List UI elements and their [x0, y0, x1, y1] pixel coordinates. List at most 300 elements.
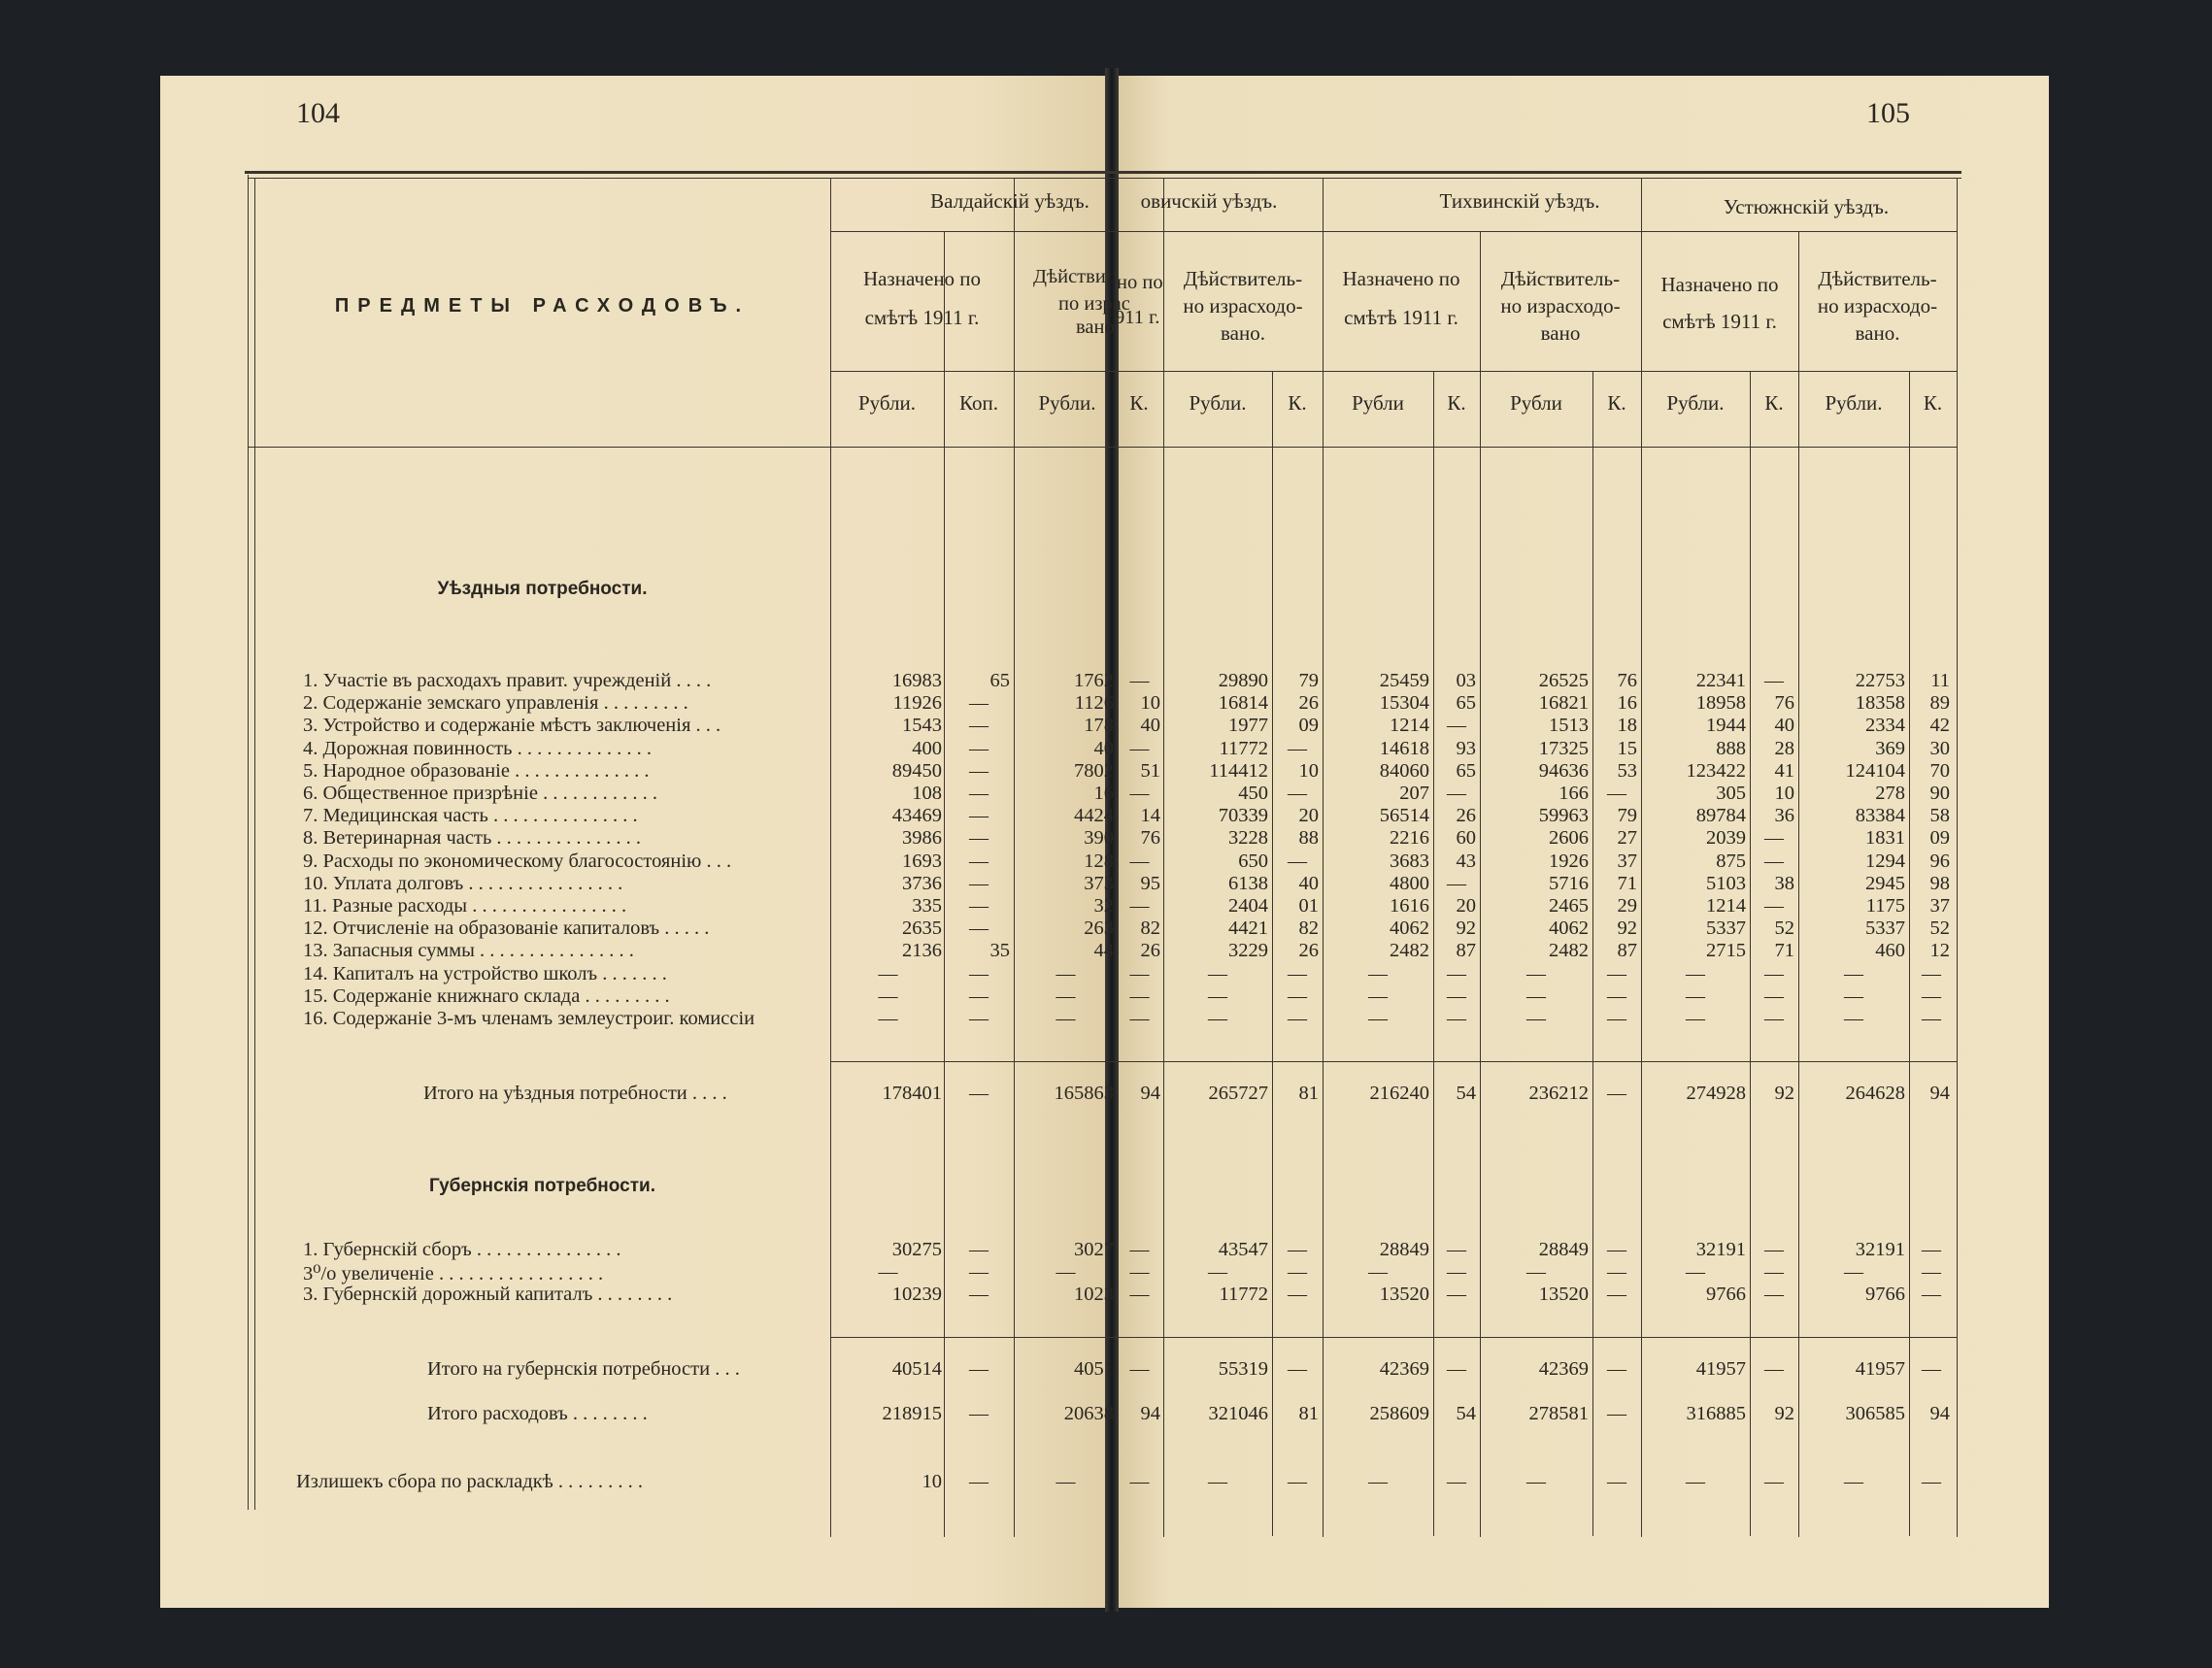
- uezd-header-ustyuzhna: Устюжнскій уѣздъ.: [1723, 195, 1890, 218]
- cell-col-6: 15304: [1379, 692, 1429, 715]
- cell-col-9: 92: [1617, 917, 1637, 940]
- sub-naz2-ustyuzhna: смѣтѣ 1911 г.: [1662, 310, 1777, 333]
- cell-col-11: —: [1764, 850, 1784, 872]
- cell-col-5: 26: [1298, 940, 1319, 962]
- cell-col-9: 37: [1617, 850, 1637, 872]
- cell-col-7: 65: [1456, 692, 1476, 715]
- cell-col-11: 76: [1774, 692, 1794, 715]
- cell-col-12: —: [1844, 1471, 1863, 1492]
- sub-naz1-tikhvin: Назначено по: [1342, 267, 1460, 290]
- cell-col-3: —: [1129, 850, 1150, 872]
- item-label: 2. Содержаніе земскаго управленія . . . . . . . . .: [303, 692, 688, 715]
- cell-col-13: —: [1922, 1471, 1941, 1492]
- cell-col-10: —: [1686, 1261, 1705, 1283]
- cell-col-1: 35: [989, 940, 1010, 962]
- cell-col-12: —: [1844, 1008, 1863, 1029]
- sub-dv-b: по израс: [1058, 293, 1130, 315]
- cell-col-8: 5716: [1549, 872, 1589, 894]
- cell-col-1: —: [969, 1471, 989, 1492]
- cell-col-6: 2482: [1390, 940, 1429, 962]
- cell-col-5: 81: [1298, 1403, 1319, 1424]
- cell-col-6: 4800: [1390, 872, 1429, 894]
- cell-col-8: 1513: [1549, 715, 1589, 737]
- page-number-right: 105: [1866, 97, 1910, 129]
- cell-col-6: 1214: [1390, 715, 1429, 737]
- cell-col-3: 94: [1140, 1403, 1160, 1424]
- cell-col-4: 2404: [1228, 895, 1268, 917]
- cell-col-10: —: [1686, 984, 1705, 1007]
- cell-col-5: —: [1288, 1008, 1307, 1029]
- cell-col-4: —: [1208, 1261, 1227, 1283]
- cell-col-7: 54: [1456, 1083, 1476, 1104]
- unit-rub-7: Рубли.: [1825, 391, 1883, 415]
- cell-col-9: —: [1607, 984, 1626, 1007]
- cell-col-0: 218915: [882, 1403, 942, 1424]
- total-all-label: Итого расходовъ . . . . . . . .: [427, 1403, 648, 1424]
- cell-col-0: 2635: [902, 917, 942, 940]
- cell-col-2: 3027: [1074, 1239, 1114, 1260]
- sub-dv1-tikhvin: Дѣйствитель-: [1500, 267, 1621, 290]
- cell-col-11: —: [1764, 670, 1784, 691]
- cell-col-13: 90: [1929, 783, 1950, 804]
- cell-col-2: 178: [1084, 715, 1114, 737]
- cell-col-1: —: [969, 1083, 989, 1104]
- cell-col-11: —: [1764, 1239, 1784, 1260]
- unit-rub-6: Рубли.: [1666, 391, 1725, 415]
- cell-col-4: 11772: [1219, 1284, 1268, 1305]
- unit-rub-5: Рубли: [1510, 391, 1562, 415]
- cell-col-3: 82: [1140, 917, 1160, 940]
- cell-col-0: 11926: [892, 692, 942, 715]
- cell-col-7: —: [1447, 1358, 1466, 1380]
- cell-col-12: 1831: [1865, 827, 1905, 850]
- cell-col-1: —: [969, 1284, 989, 1305]
- cell-col-6: —: [1368, 962, 1388, 984]
- cell-col-11: 40: [1774, 715, 1794, 737]
- cell-col-13: —: [1922, 1261, 1941, 1283]
- cell-col-2: —: [1056, 984, 1076, 1007]
- cell-col-8: 28849: [1538, 1239, 1589, 1260]
- cell-col-9: —: [1607, 1471, 1626, 1492]
- col-line-left-2: [254, 178, 255, 1510]
- cell-col-13: 37: [1929, 895, 1950, 917]
- cell-col-1: —: [969, 895, 989, 917]
- cell-col-13: 52: [1929, 917, 1950, 940]
- cell-col-1: —: [969, 984, 989, 1007]
- cell-col-11: 36: [1774, 805, 1794, 827]
- cell-col-0: 43469: [891, 805, 942, 827]
- cell-col-6: 1616: [1390, 895, 1429, 917]
- cell-col-12: 460: [1875, 940, 1905, 962]
- cell-col-6: 28849: [1379, 1239, 1429, 1260]
- cell-col-10: 123422: [1686, 759, 1746, 782]
- table-top-rule-2: [248, 178, 1961, 179]
- cell-col-13: —: [1922, 1284, 1941, 1305]
- unit-rub-2: Рубли.: [1038, 391, 1096, 415]
- cell-col-0: 40514: [891, 1358, 942, 1380]
- cell-col-4: 650: [1238, 850, 1268, 872]
- item-label: 5. Народное образованіе . . . . . . . . . . . . . .: [303, 759, 650, 782]
- cell-col-6: —: [1368, 1008, 1388, 1029]
- cell-col-6: 84060: [1379, 759, 1429, 782]
- cell-col-10: 32191: [1695, 1239, 1746, 1260]
- cell-col-3: —: [1129, 1239, 1150, 1260]
- cell-col-13: 11: [1930, 670, 1950, 691]
- cell-col-4: 265727: [1208, 1083, 1268, 1104]
- cell-col-1: —: [969, 715, 989, 737]
- cell-col-8: 42369: [1538, 1358, 1589, 1380]
- cell-col-0: 3986: [902, 827, 942, 850]
- cell-col-8: —: [1526, 1261, 1546, 1283]
- cell-col-2: 20638: [1063, 1403, 1114, 1424]
- cell-col-0: —: [878, 1008, 898, 1029]
- cell-col-12: 369: [1875, 737, 1905, 759]
- cell-col-10: 305: [1716, 783, 1746, 804]
- unit-k-7: К.: [1923, 391, 1943, 415]
- cell-col-3: 51: [1140, 759, 1160, 782]
- cell-col-10: 875: [1716, 850, 1746, 872]
- section-gub-heading: Губернскія потребности.: [429, 1176, 655, 1196]
- cell-col-11: —: [1764, 1261, 1784, 1283]
- cell-col-8: 166: [1558, 783, 1589, 804]
- cell-col-6: —: [1368, 1471, 1388, 1492]
- cell-col-12: 22753: [1855, 670, 1905, 691]
- sub-naz1-ustyuzhna: Назначено по: [1660, 273, 1779, 296]
- cell-col-5: —: [1288, 984, 1307, 1007]
- cell-col-7: 87: [1456, 940, 1476, 962]
- cell-col-10: 1214: [1706, 895, 1746, 917]
- item-label: 9. Расходы по экономическому благосостоянію . . .: [303, 850, 732, 872]
- surplus-label: Излишекъ сбора по раскладкѣ . . . . . . . . .: [296, 1471, 644, 1492]
- cell-col-8: —: [1526, 962, 1546, 984]
- cell-col-3: 76: [1140, 827, 1160, 850]
- cell-col-3: —: [1129, 737, 1150, 759]
- cell-col-5: 40: [1298, 872, 1319, 894]
- cell-col-4: —: [1208, 1471, 1227, 1492]
- cell-col-13: —: [1922, 1008, 1941, 1029]
- cell-col-10: —: [1686, 1008, 1705, 1029]
- cell-col-8: 2606: [1549, 827, 1589, 850]
- cell-col-2: 4424: [1074, 805, 1114, 827]
- table-top-rule: [245, 171, 1961, 174]
- cell-col-10: —: [1686, 962, 1705, 984]
- unit-rub-4: Рубли: [1352, 391, 1404, 415]
- cell-col-1: —: [969, 1239, 989, 1260]
- cell-col-4: —: [1208, 962, 1227, 984]
- cell-col-7: 54: [1456, 1403, 1476, 1424]
- cell-col-6: 3683: [1390, 850, 1429, 872]
- cell-col-13: 89: [1929, 692, 1950, 715]
- cell-col-3: 94: [1140, 1083, 1160, 1104]
- cell-col-0: —: [878, 1261, 898, 1283]
- item-label: 11. Разные расходы . . . . . . . . . . . . . . . .: [303, 895, 627, 917]
- item-label: 16. Содержаніе 3-мъ членамъ землеустроиг. комиссіи: [303, 1008, 755, 1029]
- cell-col-4: 55319: [1218, 1358, 1268, 1380]
- cell-col-6: —: [1368, 1261, 1388, 1283]
- sub-dv2-borovichi: но израсходо-: [1183, 294, 1303, 317]
- cell-col-10: —: [1686, 1471, 1705, 1492]
- cell-col-10: 1944: [1706, 715, 1746, 737]
- cell-col-6: 207: [1399, 783, 1429, 804]
- uezd-header-tikhvin: Тихвинскій уѣздъ.: [1439, 189, 1600, 213]
- col-line-right: [1957, 178, 1958, 1537]
- cell-col-5: —: [1288, 1284, 1307, 1305]
- col-line-12: [1798, 231, 1799, 1537]
- cell-col-8: 2482: [1549, 940, 1589, 962]
- cell-col-10: 274928: [1686, 1083, 1746, 1104]
- cell-col-1: —: [969, 872, 989, 894]
- cell-col-3: 14: [1140, 805, 1160, 827]
- cell-col-3: —: [1129, 1261, 1150, 1283]
- cell-col-7: 43: [1456, 850, 1476, 872]
- cell-col-2: 390: [1084, 827, 1114, 850]
- sub-dv-d: но по: [1117, 272, 1163, 293]
- cell-col-3: —: [1129, 895, 1150, 917]
- sub-dv3-ustyuzhna: вано.: [1855, 321, 1900, 345]
- unit-rub-3: Рубли.: [1189, 391, 1247, 415]
- unit-k-5: К.: [1607, 391, 1626, 415]
- cell-col-6: 56514: [1379, 805, 1429, 827]
- cell-col-3: —: [1129, 1284, 1150, 1305]
- header-rule-units: [830, 371, 1957, 372]
- cell-col-0: 1543: [902, 715, 942, 737]
- cell-col-0: 16983: [891, 670, 942, 691]
- cell-col-4: 450: [1238, 783, 1268, 804]
- cell-col-0: 10239: [891, 1284, 942, 1305]
- item-label: 12. Отчисленіе на образованіе капиталовъ . . . . .: [303, 917, 710, 940]
- col-line-1: [830, 178, 831, 1537]
- cell-col-10: 18958: [1695, 692, 1746, 715]
- cell-col-5: 26: [1298, 692, 1319, 715]
- cell-col-11: —: [1764, 1008, 1784, 1029]
- cell-col-11: —: [1764, 1358, 1784, 1380]
- cell-col-1: —: [969, 783, 989, 804]
- cell-col-3: —: [1129, 1471, 1150, 1492]
- cell-col-9: —: [1607, 1284, 1626, 1305]
- cell-col-4: 3228: [1228, 827, 1268, 850]
- cell-col-5: —: [1288, 850, 1307, 872]
- cell-col-13: 98: [1929, 872, 1950, 894]
- cell-col-13: 70: [1929, 759, 1950, 782]
- sub-dv2-tikhvin: но израсходо-: [1500, 294, 1621, 317]
- cell-col-0: 30275: [891, 1239, 942, 1260]
- cell-col-2: —: [1056, 1261, 1076, 1283]
- cell-col-5: 88: [1298, 827, 1319, 850]
- cell-col-1: 65: [989, 670, 1010, 691]
- cell-col-11: 52: [1774, 917, 1794, 940]
- cell-col-9: 29: [1617, 895, 1637, 917]
- cell-col-9: 79: [1617, 805, 1637, 827]
- cell-col-13: —: [1922, 984, 1941, 1007]
- cell-col-5: 01: [1298, 895, 1319, 917]
- cell-col-8: 13520: [1538, 1284, 1589, 1305]
- total-uezd-label: Итого на уѣздныя потребности . . . .: [423, 1083, 727, 1104]
- cell-col-6: 14618: [1379, 737, 1429, 759]
- cell-col-9: 27: [1617, 827, 1637, 850]
- cell-col-12: —: [1844, 1261, 1863, 1283]
- cell-col-4: 11772: [1219, 737, 1268, 759]
- item-label: 4. Дорожная повинность . . . . . . . . . . . . . .: [303, 737, 652, 759]
- section-uezd-heading: Уѣздныя потребности.: [437, 579, 648, 599]
- column-header-items: ПРЕДМЕТЫ РАСХОДОВЪ.: [334, 295, 751, 317]
- cell-col-8: 1926: [1549, 850, 1589, 872]
- cell-col-9: —: [1607, 1261, 1626, 1283]
- uezd-header-valdai: Валдайскій уѣздъ.: [930, 189, 1089, 213]
- cell-col-10: 316885: [1686, 1403, 1746, 1424]
- cell-col-12: 1175: [1865, 895, 1905, 917]
- cell-col-9: 76: [1617, 670, 1637, 691]
- unit-k-6: К.: [1764, 391, 1784, 415]
- cell-col-9: 87: [1617, 940, 1637, 962]
- cell-col-2: 373: [1084, 872, 1114, 894]
- cell-col-11: —: [1764, 962, 1784, 984]
- cell-col-0: 335: [912, 895, 942, 917]
- sub-naz-2: смѣтѣ 1911 г.: [864, 306, 980, 329]
- cell-col-9: —: [1607, 1083, 1626, 1104]
- cell-col-12: 1294: [1865, 850, 1905, 872]
- cell-col-0: 108: [912, 783, 942, 804]
- cell-col-13: 94: [1929, 1403, 1950, 1424]
- cell-col-11: —: [1764, 895, 1784, 917]
- header-bottom-rule: [248, 447, 1957, 448]
- cell-col-7: —: [1447, 1284, 1466, 1305]
- cell-col-11: —: [1764, 1284, 1784, 1305]
- cell-col-10: 22341: [1695, 670, 1746, 691]
- cell-col-9: 15: [1617, 737, 1637, 759]
- cell-col-7: 65: [1456, 759, 1476, 782]
- cell-col-12: —: [1844, 984, 1863, 1007]
- item-label: 8. Ветеринарная часть . . . . . . . . . . . . . . .: [303, 827, 642, 850]
- cell-col-2: 16: [1093, 783, 1114, 804]
- cell-col-4: 4421: [1228, 917, 1268, 940]
- cell-col-4: 3229: [1228, 940, 1268, 962]
- cell-col-2: 44: [1093, 940, 1114, 962]
- cell-col-3: —: [1129, 962, 1150, 984]
- cell-col-7: —: [1447, 872, 1466, 894]
- cell-col-13: 96: [1929, 850, 1950, 872]
- cell-col-8: 278581: [1528, 1403, 1589, 1424]
- col-line-6: [1323, 178, 1324, 1537]
- cell-col-4: —: [1208, 1008, 1227, 1029]
- cell-col-1: —: [969, 737, 989, 759]
- cell-col-3: —: [1129, 670, 1150, 691]
- cell-col-11: 71: [1774, 940, 1794, 962]
- cell-col-7: —: [1447, 1239, 1466, 1260]
- cell-col-12: 278: [1875, 783, 1905, 804]
- uezd-header-borovichi: овичскій уѣздъ.: [1140, 189, 1278, 213]
- item-label: 6. Общественное призрѣніе . . . . . . . . . . . .: [303, 783, 657, 804]
- cell-col-2: 165863: [1054, 1083, 1114, 1104]
- cell-col-11: —: [1764, 1471, 1784, 1492]
- cell-col-12: 32191: [1855, 1239, 1905, 1260]
- header-rule-uezd: [830, 231, 1957, 232]
- cell-col-0: 400: [912, 737, 942, 759]
- cell-col-3: 95: [1140, 872, 1160, 894]
- cell-col-1: —: [969, 805, 989, 827]
- cell-col-5: —: [1288, 1471, 1307, 1492]
- unit-k-4: К.: [1447, 391, 1466, 415]
- cell-col-1: —: [969, 759, 989, 782]
- cell-col-5: 82: [1298, 917, 1319, 940]
- cell-col-10: 89784: [1695, 805, 1746, 827]
- cell-col-7: —: [1447, 1008, 1466, 1029]
- cell-col-5: 81: [1298, 1083, 1319, 1104]
- col-line-3: [1014, 178, 1015, 1537]
- cell-col-5: —: [1288, 1358, 1307, 1380]
- cell-col-4: 321046: [1208, 1403, 1268, 1424]
- cell-col-12: —: [1844, 962, 1863, 984]
- cell-col-8: 2465: [1549, 895, 1589, 917]
- cell-col-8: 59963: [1538, 805, 1589, 827]
- cell-col-9: —: [1607, 1403, 1626, 1424]
- item-label: 15. Содержаніе книжнаго склада . . . . . . . . .: [303, 984, 670, 1007]
- cell-col-1: —: [969, 850, 989, 872]
- cell-col-13: —: [1922, 962, 1941, 984]
- unit-kop-1: Коп.: [959, 391, 998, 415]
- rule-before-total-gub: [830, 1337, 1957, 1338]
- cell-col-13: 94: [1929, 1083, 1950, 1104]
- cell-col-2: 4051: [1074, 1358, 1114, 1380]
- sub-naz-1: Назначено по: [862, 267, 982, 290]
- cell-col-3: —: [1129, 1358, 1150, 1380]
- cell-col-2: —: [1056, 1008, 1076, 1029]
- cell-col-7: —: [1447, 783, 1466, 804]
- cell-col-11: —: [1764, 827, 1784, 850]
- item-label: 10. Уплата долговъ . . . . . . . . . . . . . . . .: [303, 872, 623, 894]
- cell-col-2: 263: [1084, 917, 1114, 940]
- cell-col-0: 10: [922, 1471, 942, 1492]
- cell-col-12: 264628: [1845, 1083, 1905, 1104]
- cell-col-8: 94636: [1538, 759, 1589, 782]
- cell-col-9: 53: [1617, 759, 1637, 782]
- sub-dv1-borovichi: Дѣйствитель-: [1183, 267, 1303, 290]
- cell-col-11: 10: [1774, 783, 1794, 804]
- item-label: 7. Медицинская часть . . . . . . . . . . . . . . .: [303, 805, 638, 827]
- cell-col-8: 16821: [1538, 692, 1589, 715]
- item-label: 3. Устройство и содержаніе мѣстъ заключенія . . .: [303, 715, 721, 737]
- cell-col-10: 2715: [1706, 940, 1746, 962]
- cell-col-5: —: [1288, 783, 1307, 804]
- sub-dv-e: 911 г.: [1115, 307, 1160, 328]
- cell-col-11: 92: [1774, 1083, 1794, 1104]
- gub-item-label: 3. Губернскій дорожный капиталъ . . . . . . . .: [303, 1284, 673, 1305]
- cell-col-0: 2136: [902, 940, 942, 962]
- cell-col-9: 16: [1617, 692, 1637, 715]
- unit-k-2: К.: [1129, 391, 1149, 415]
- cell-col-6: 216240: [1369, 1083, 1429, 1104]
- cell-col-4: 43547: [1218, 1239, 1268, 1260]
- cell-col-11: 92: [1774, 1403, 1794, 1424]
- col-line-10: [1641, 178, 1642, 1537]
- item-label: 1. Участіе въ расходахъ правит. учрежденій . . . .: [303, 670, 712, 691]
- unit-rub-1: Рубли.: [857, 391, 917, 415]
- cell-col-2: 40: [1093, 737, 1114, 759]
- cell-col-4: 1977: [1228, 715, 1268, 737]
- cell-col-6: 42369: [1379, 1358, 1429, 1380]
- cell-col-13: —: [1922, 1239, 1941, 1260]
- cell-col-6: 25459: [1379, 670, 1429, 691]
- cell-col-13: 09: [1929, 827, 1950, 850]
- cell-col-2: 1762: [1074, 670, 1114, 691]
- cell-col-10: 41957: [1695, 1358, 1746, 1380]
- item-label: 13. Запасныя суммы . . . . . . . . . . . . . . . .: [303, 940, 634, 962]
- cell-col-12: 18358: [1855, 692, 1905, 715]
- sub-dv-a: Дѣйстви: [1033, 266, 1106, 287]
- cell-col-7: —: [1447, 984, 1466, 1007]
- cell-col-11: —: [1764, 984, 1784, 1007]
- cell-col-10: 2039: [1706, 827, 1746, 850]
- cell-col-9: —: [1607, 783, 1626, 804]
